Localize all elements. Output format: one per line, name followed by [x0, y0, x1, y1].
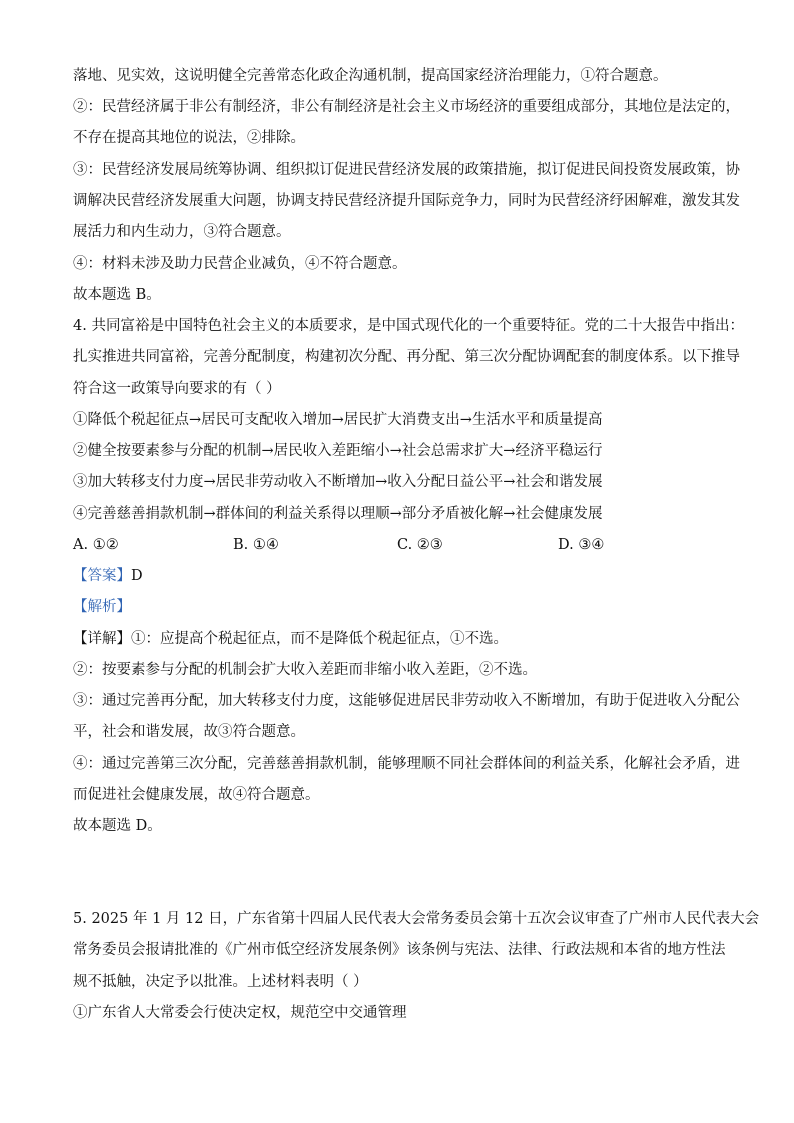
q4-detail-line-2: ②：按要素参与分配的机制会扩大收入差距而非缩小收入差距，②不选。 — [73, 662, 537, 678]
answer-tag: 【答案】 — [73, 568, 131, 584]
q4-detail-line-1 — [73, 629, 723, 649]
q3-analysis-line-4: ③：民营经济发展局统筹协调、组织拟订促进民营经济发展的政策措施，拟订促进民间投资发展政策，协 — [73, 162, 740, 178]
q3-analysis-line-7: ④：材料未涉及助力民营企业减负，④不符合题意。 — [73, 256, 407, 272]
q4-stem-line-2: 扎实推进共同富裕，完善分配制度，构建初次分配、再分配、第三次分配协调配套的制度体系。以下推导 — [73, 349, 740, 365]
q4-detail-line-3: ③：通过完善再分配，加大转移支付力度，这能够促进居民非劳动收入不断增加，有助于促进收入分配公 — [73, 693, 740, 709]
q3-analysis-line-5: 调解决民营经济发展重大问题，协调支持民营经济提升国际竞争力，同时为民营经济纾困解难，激发其发 — [73, 193, 740, 209]
q4-stem-line-1: 4. 共同富裕是中国特色社会主义的本质要求，是中国式现代化的一个重要特征。党的二十大报告中指出： — [73, 318, 744, 334]
q3-analysis-line-1: 落地、见实效，这说明健全完善常态化政企沟通机制，提高国家经济治理能力，①符合题意。 — [73, 68, 668, 84]
q4-item-3: ③加大转移支付力度→居民非劳动收入不断增加→收入分配日益公平→社会和谐发展 — [73, 474, 603, 490]
detail-tag: 【详解】 — [73, 631, 131, 647]
q3-analysis-line-6: 展活力和内生动力，③符合题意。 — [73, 224, 291, 240]
analysis-tag: 【解析】 — [73, 599, 131, 615]
q4-option-d: D. ③④ — [558, 537, 605, 553]
q3-analysis-line-3: 不存在提高其地位的说法，②排除。 — [73, 130, 305, 146]
q4-option-a: A. ①② — [73, 537, 119, 553]
q4-item-4: ④完善慈善捐款机制→群体间的利益关系得以理顺→部分矛盾被化解→社会健康发展 — [73, 506, 603, 522]
answer-value: D — [131, 568, 143, 584]
q3-analysis-line-2: ②：民营经济属于非公有制经济，非公有制经济是社会主义市场经济的重要组成部分，其地位是法定的， — [73, 99, 740, 115]
q4-option-c: C. ②③ — [397, 537, 443, 553]
q4-item-1: ①降低个税起征点→居民可支配收入增加→居民扩大消费支出→生活水平和质量提高 — [73, 412, 603, 428]
q4-item-2: ②健全按要素参与分配的机制→居民收入差距缩小→社会总需求扩大→经济平稳运行 — [73, 443, 603, 459]
q4-detail-line-5: ④：通过完善第三次分配，完善慈善捐款机制，能够理顺不同社会群体间的利益关系，化解社会矛盾，进 — [73, 756, 740, 772]
q4-stem-line-3: 符合这一政策导向要求的有（ ） — [73, 381, 281, 397]
q4-answer — [73, 566, 723, 586]
detail-text-1: ①：应提高个税起征点，而不是降低个税起征点，①不选。 — [131, 631, 508, 647]
q5-item-1: ①广东省人大常委会行使决定权，规范空中交通管理 — [73, 1005, 407, 1021]
q4-conclusion: 故本题选 D。 — [73, 818, 162, 834]
q5-stem-line-3: 规不抵触，决定予以批准。上述材料表明（ ） — [73, 974, 368, 990]
q4-option-b: B. ①④ — [233, 537, 279, 553]
q5-stem-line-1: 5. 2025 年 1 月 12 日，广东省第十四届人民代表大会常务委员会第十五次会议审查了广州市人民代表大会 — [73, 911, 760, 927]
q5-stem-line-2: 常务委员会报请批准的《广州市低空经济发展条例》该条例与宪法、法律、行政法规和本省的地方性法 — [73, 942, 726, 958]
q3-conclusion: 故本题选 B。 — [73, 287, 161, 303]
q4-detail-line-4: 平，社会和谐发展，故③符合题意。 — [73, 724, 305, 740]
q4-detail-line-6: 而促进社会健康发展，故④符合题意。 — [73, 787, 320, 803]
